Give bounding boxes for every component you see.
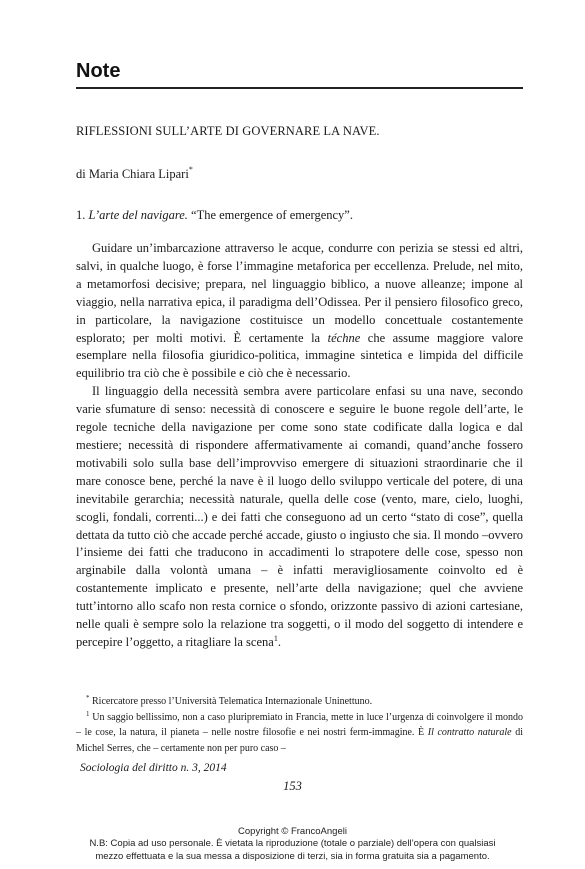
paragraph-1-text-end: che assume maggiore valore esemplare nella filosofia giuridico-politica, immagine sintetica e limpida del difficile equilibrio tra ciò che è possibile e ciò che è necessario.: [76, 330, 523, 381]
journal-citation: Sociologia del diritto n. 3, 2014: [80, 762, 227, 774]
footnotes: [76, 694, 523, 756]
usage-notice: [0, 838, 585, 863]
footnote-star: [76, 694, 523, 710]
subheading-quote: “The emergence of emergency”.: [187, 208, 353, 222]
paragraph-2: [76, 383, 523, 652]
term-techne: téchne: [327, 330, 361, 345]
author-line: [76, 165, 193, 182]
usage-notice-line-1: N.B: Copia ad uso personale. È vietata la riproduzione (totale o parziale) dell’opera con qualsiasi: [89, 838, 496, 849]
footnote-star-text: Ricercatore presso l’Università Telematica Internazionale Uninettuno.: [89, 696, 373, 707]
usage-notice-line-2: mezzo effettuata e la sua messa a disposizione di terzi, sia in forma gratuita sia a pagamento.: [95, 850, 490, 862]
author-footnote-mark: *: [188, 165, 193, 174]
footnote-1-mark: 1: [86, 709, 90, 718]
paragraph-2-text: Il linguaggio della necessità sembra avere particolare enfasi su una nave, secondo varie sfumature di senso: necessità di conoscere e seguire le buone regole dell’arte, le regole tecniche della navigazione per come sono state codificate dalla logica e dal mestiere; necessità di rispondere affermativamente ai comandi, quand’anche fossero motivabili solo sulla base dell’improvviso emergere di situazioni straordinarie che il mare conosce bene, perché la nave è il luogo dello sviluppo verticale del potere, di una inevitabile gerarchia; necessità naturale, quella delle cose (vento, mare, cielo, luoghi, scogli, fondali, correnti...) e dei fatti che conseguono ad un certo “stato di cose”, quella dettata da tutto ciò che accade perché accade, giusto o ingiusto che sia. Il mondo –ovvero l’insieme dei fatti che traducono in accadimenti lo strapotere delle cose, spesso non arginabile dalla volontà umana – è infatti meravigliosamente coinvolto ed è costantemente implicato e presente, nell’arte della navigazione; quel che avviene tutt’intorno allo scafo non resta cornice o sfondo, orizzonte passivo di azioni cartesiane, nelle quali è sempre solo la relazione tra soggetti, o il modo del soggetto di intendere e percepire l’oggetto, a ritagliare la scena: [76, 384, 523, 649]
footnote-1-book-title: Il contratto naturale: [427, 727, 512, 738]
author-name: di Maria Chiara Lipari: [76, 167, 189, 181]
footnote-1-text-end: di Michel Serres, che – certamente non per puro caso –: [76, 727, 523, 754]
section-divider: [76, 87, 523, 89]
footnote-reference-1: 1: [273, 633, 278, 643]
paragraph-1-text: Guidare un’imbarcazione attraverso le acque, condurre con perizia se stessi ed altri, salvi, in qualche luogo, è forse l’immagine metaforica per eccellenza. Prelude, nel mito, a metamorfosi decisive; prepara, nel linguaggio biblico, a nuove alleanze; impone al viaggio, nella narrativa epica, il paradigma dell’Odissea. Per il pensiero filosofico greco, in particolare, la navigazione costituisce un modello concettuale costantemente esplorato; per molti motivi. È certamente la: [76, 241, 523, 345]
copyright-line: Copyright © FrancoAngeli: [238, 826, 347, 837]
paragraph-1: [76, 240, 523, 383]
article-body: [76, 240, 523, 652]
footnote-1-text: Un saggio bellissimo, non a caso pluripremiato in Francia, mette in luce l’urgenza di coinvolgere il mondo – le cose, la natura, il pianeta – nelle nostre filosofie e nei nostri ferm-immagine. È: [76, 711, 523, 738]
footnote-star-mark: *: [86, 694, 90, 702]
section-heading: Note: [76, 60, 121, 82]
subheading-number: 1.: [76, 208, 86, 222]
subheading-italic: L’arte del navigare.: [88, 208, 188, 222]
section-subheading: [76, 208, 353, 223]
footnote-1: [76, 710, 523, 757]
article-title: RIFLESSIONI SULL’ARTE DI GOVERNARE LA NAVE.: [76, 124, 380, 138]
paragraph-2-end: .: [277, 634, 281, 649]
page-number: 153: [283, 779, 302, 793]
